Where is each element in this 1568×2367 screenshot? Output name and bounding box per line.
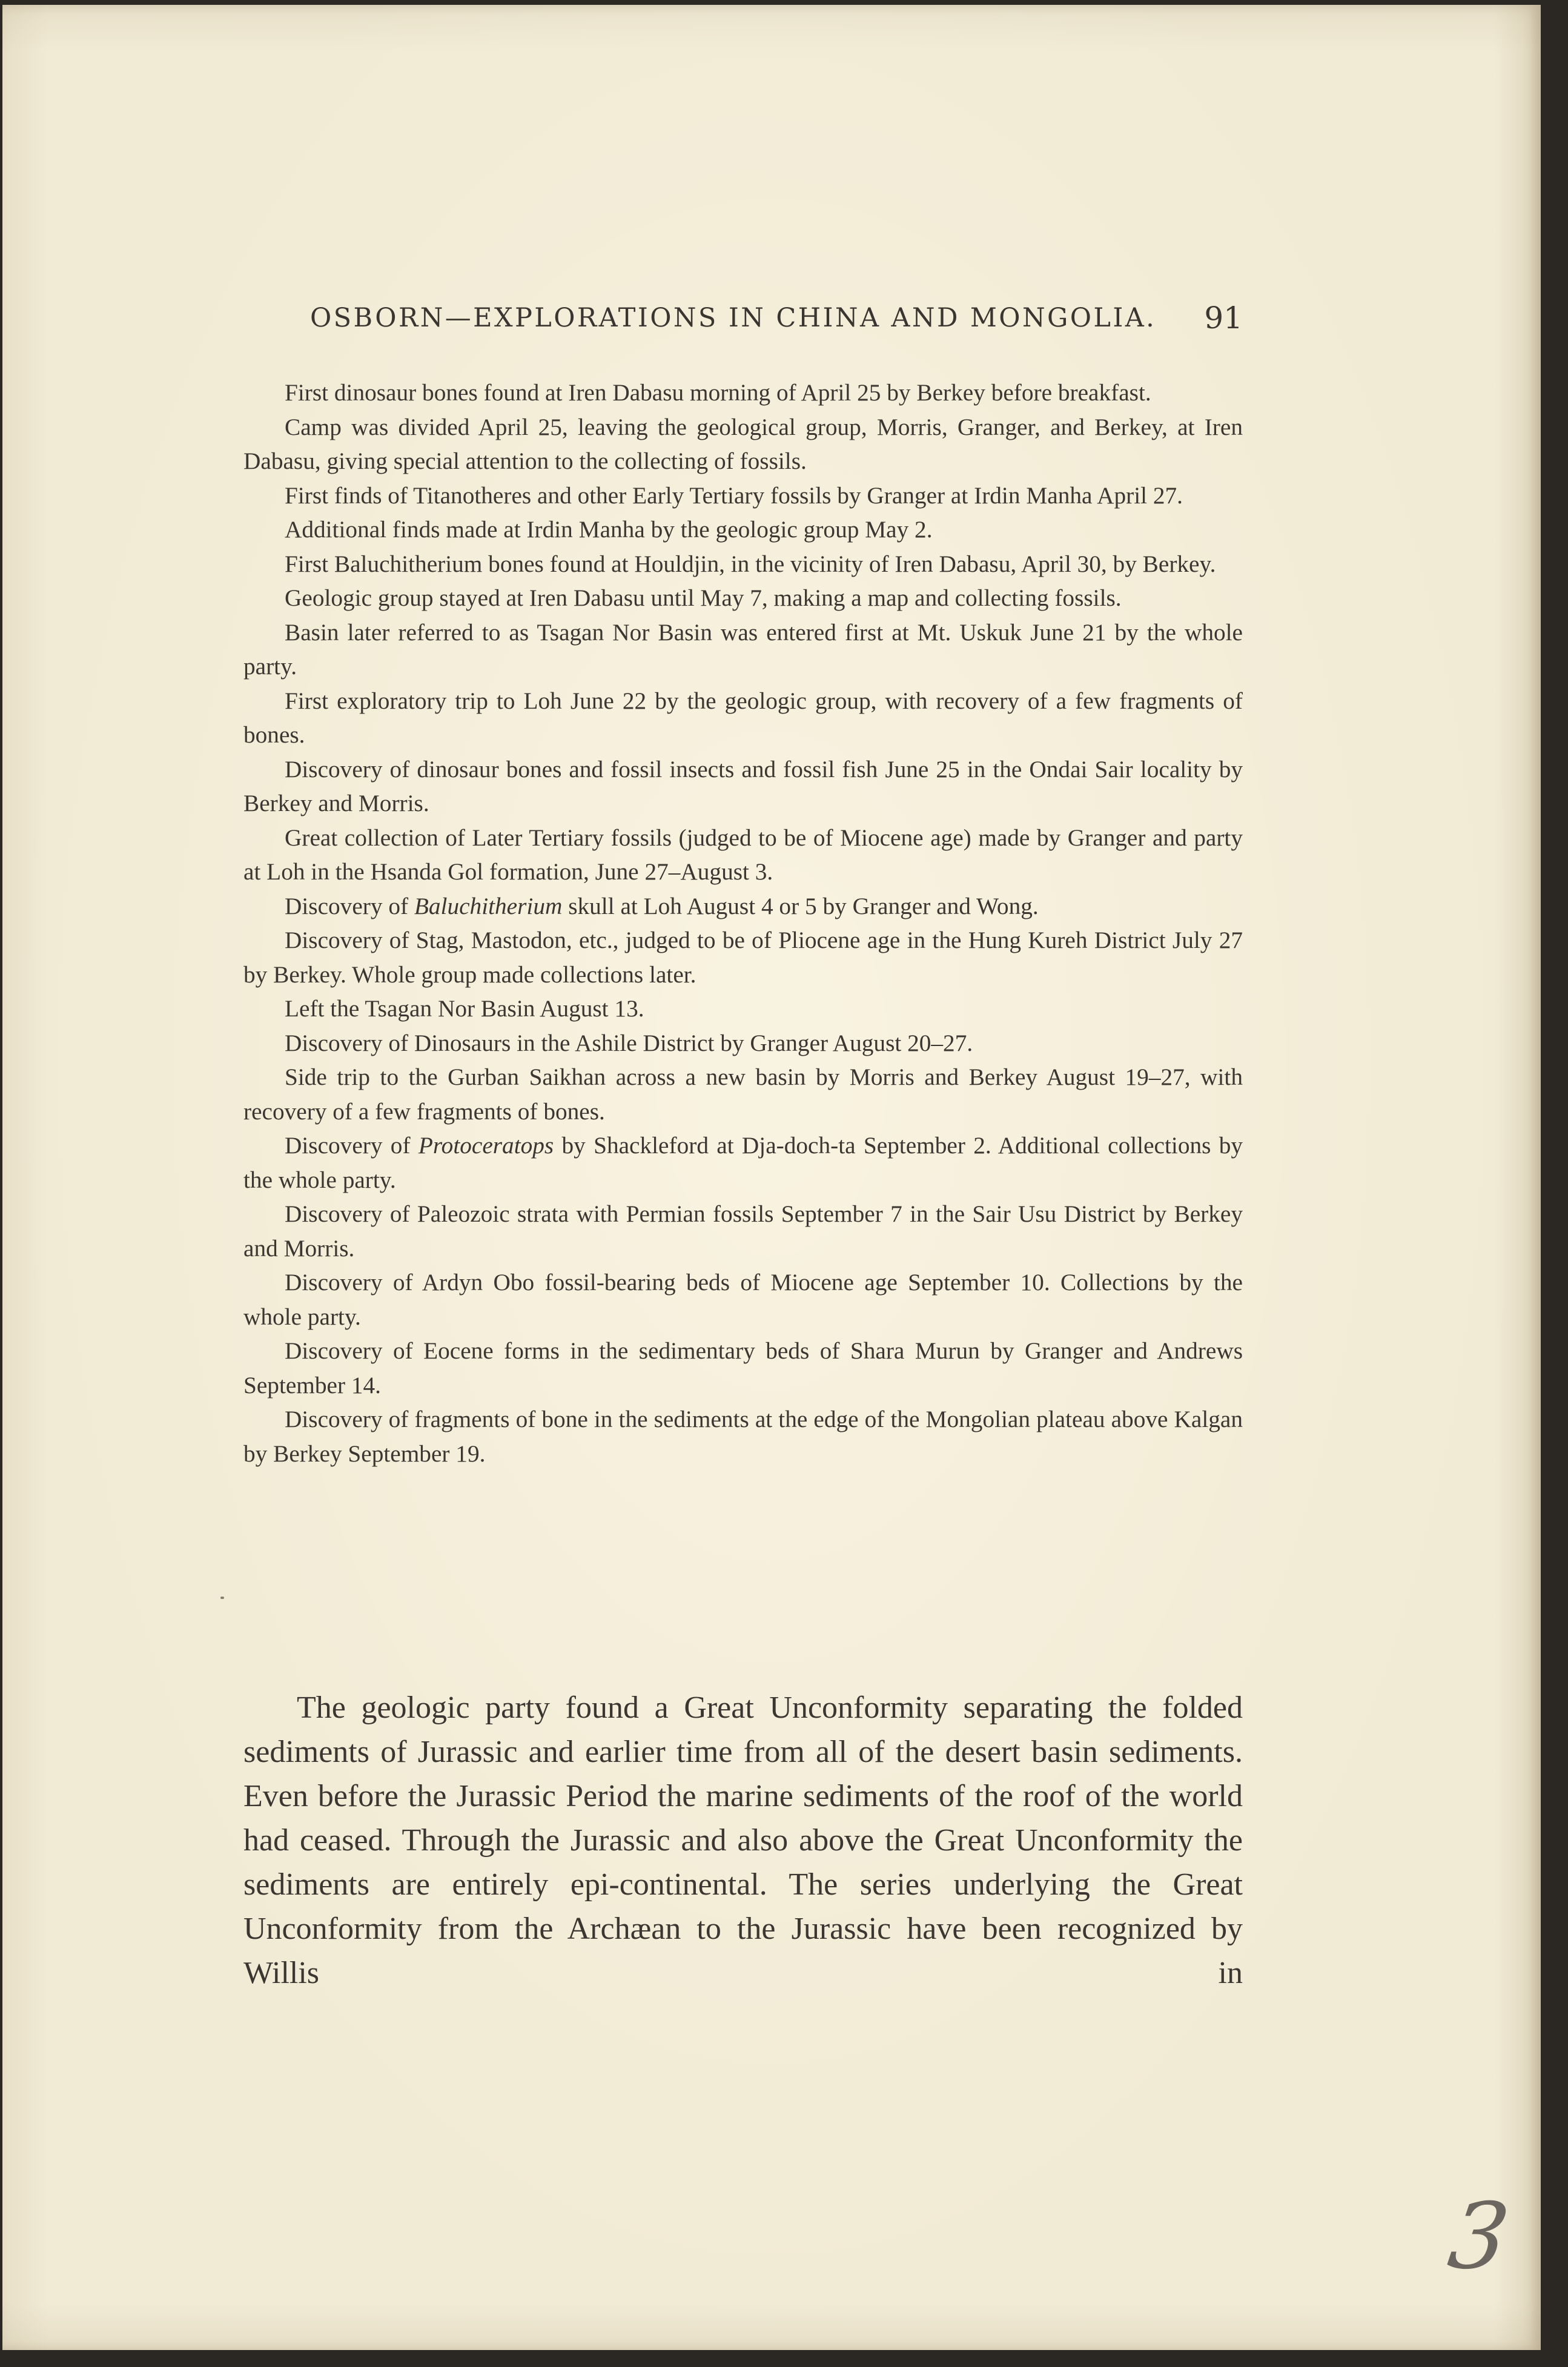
entry-text: Discovery of Dinosaurs in the Ashile District by Granger August 20–27. xyxy=(285,1029,973,1056)
chronology-entry xyxy=(243,478,1243,513)
entry-text: First Baluchitherium bones found at Houldjin, in the vicinity of Iren Dabasu, April 30, by Berkey. xyxy=(285,550,1216,577)
book-page xyxy=(2,5,1541,2350)
chronology-entry xyxy=(243,923,1243,991)
entry-text: Discovery of Ardyn Obo fossil-bearing beds of Miocene age September 10. Collections by the whole party. xyxy=(243,1269,1243,1330)
body-paragraph: The geologic party found a Great Unconformity separating the folded sediments of Jurassic and earlier time from all of the desert basin sediments. Even before the Jurassic Period the marine sediments of the roof of the world had ceased. Through the Jurassic and also above the Great Unconformity the sediments are entirely epi-continental. The series underlying the Great Unconformity from the Archæan to the Jurassic have been recognized by Willis in xyxy=(243,1690,1243,1990)
entry-text: Discovery of Stag, Mastodon, etc., judged to be of Pliocene age in the Hung Kureh District July 27 by Berkey. Whole group made collections later. xyxy=(243,927,1243,988)
chronology-entry xyxy=(243,581,1243,615)
chronology-entry xyxy=(243,991,1243,1026)
chronology-entry xyxy=(243,512,1243,547)
entry-text: Discovery of Paleozoic strata with Permian fossils September 7 in the Sair Usu District by Berkey and Morris. xyxy=(243,1200,1243,1262)
taxon-name: Baluchitherium xyxy=(414,892,563,919)
entry-text: Left the Tsagan Nor Basin August 13. xyxy=(285,995,644,1022)
handwritten-pencil-numeral: 3 xyxy=(1442,2184,1515,2289)
entry-text-after: by Shackleford at Dja-doch-ta September 2. Additional collections by the whole party. xyxy=(243,1132,1243,1193)
entry-text: Discovery of Eocene forms in the sedimentary beds of Shara Murun by Granger and Andrews September 14. xyxy=(243,1337,1243,1399)
entry-text: Discovery of fragments of bone in the sediments at the edge of the Mongolian plateau above Kalgan by Berkey September 19. xyxy=(243,1406,1243,1467)
entry-text-before: Discovery of xyxy=(285,892,414,919)
entry-text: First finds of Titanotheres and other Early Tertiary fossils by Granger at Irdin Manha April 27. xyxy=(285,482,1183,509)
chronology-entry xyxy=(243,1128,1243,1197)
entry-text: Camp was divided April 25, leaving the geological group, Morris, Granger, and Berkey, at Iren Dabasu, giving special attention to the collecting of fossils. xyxy=(243,413,1243,474)
chronology-entry xyxy=(243,1265,1243,1334)
entry-text: Discovery of dinosaur bones and fossil insects and fossil fish June 25 in the Ondai Sair locality by Berkey and Morris. xyxy=(243,755,1243,816)
entry-text-before: Discovery of xyxy=(285,1132,418,1159)
chronology-entry xyxy=(243,410,1243,478)
chronology-entry xyxy=(243,1402,1243,1471)
chronology-entry xyxy=(243,376,1243,410)
entry-text: Great collection of Later Tertiary fossils (judged to be of Miocene age) made by Granger and party at Loh in the Hsanda Gol formation, June 27–August 3. xyxy=(243,824,1243,885)
page-number: 91 xyxy=(1204,300,1243,336)
entry-text-after: skull at Loh August 4 or 5 by Granger and Wong. xyxy=(562,892,1039,919)
chronology-entry xyxy=(243,1026,1243,1061)
running-head xyxy=(310,296,1243,344)
chronology-entry xyxy=(243,684,1243,752)
chronology-entry xyxy=(243,821,1243,889)
margin-speck xyxy=(220,1597,224,1599)
entry-text: Geologic group stayed at Iren Dabasu until May 7, making a map and collecting fossils. xyxy=(285,584,1122,611)
chronology-entry xyxy=(243,1060,1243,1128)
discovery-chronology-list xyxy=(243,376,1243,1471)
taxon-name: Protoceratops xyxy=(418,1132,554,1159)
entry-text: First exploratory trip to Loh June 22 by the geologic group, with recovery of a few fragments of bones. xyxy=(243,687,1243,748)
chronology-entry xyxy=(243,1334,1243,1402)
chronology-entry xyxy=(243,889,1243,924)
chronology-entry xyxy=(243,1197,1243,1265)
running-head-title: OSBORN—EXPLORATIONS IN CHINA AND MONGOLIA. xyxy=(310,303,1157,333)
entry-text: Additional finds made at Irdin Manha by the geologic group May 2. xyxy=(285,516,933,543)
chronology-entry xyxy=(243,547,1243,581)
entry-text: Side trip to the Gurban Saikhan across a new basin by Morris and Berkey August 19–27, with recovery of a few fragments of bones. xyxy=(243,1064,1243,1125)
entry-text: First dinosaur bones found at Iren Dabasu morning of April 25 by Berkey before breakfast. xyxy=(285,379,1151,406)
entry-text: Basin later referred to as Tsagan Nor Basin was entered first at Mt. Uskuk June 21 by the whole party. xyxy=(243,618,1243,680)
chronology-entry xyxy=(243,615,1243,684)
chronology-entry xyxy=(243,752,1243,821)
